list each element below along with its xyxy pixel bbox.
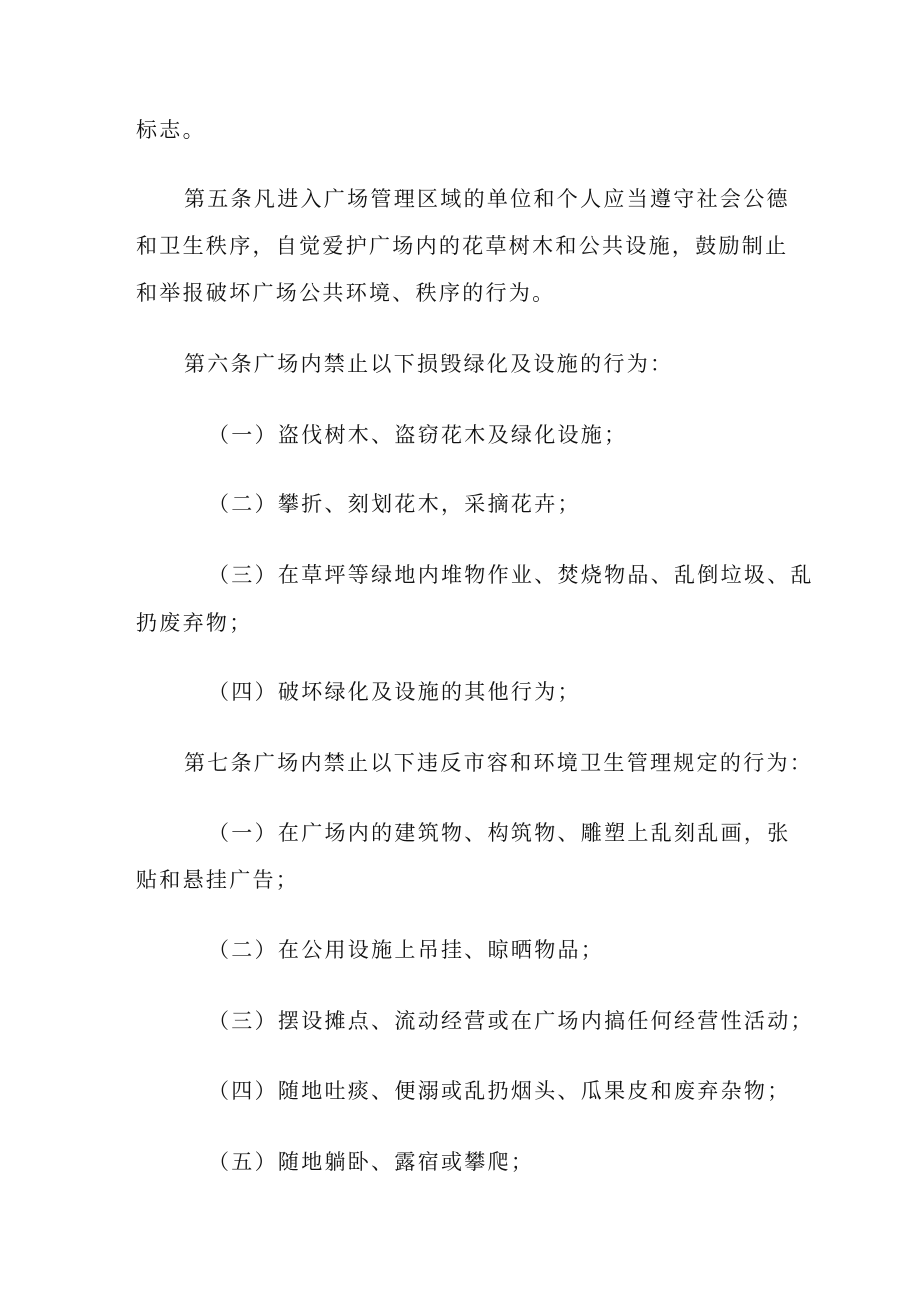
article-5-line-2: 和卫生秩序，自觉爱护广场内的花草树木和公共设施，鼓励制止	[136, 234, 789, 258]
paragraph-line-01: 标志。	[136, 118, 206, 142]
article-6-item-1: （一）盗伐树木、盗窃花木及绿化设施；	[208, 423, 628, 447]
article-6-item-4: （四）破坏绿化及设施的其他行为；	[208, 680, 581, 704]
article-7-item-5: （五）随地躺卧、露宿或攀爬；	[208, 1150, 535, 1174]
article-7-heading: 第七条广场内禁止以下违反市容和环境卫生管理规定的行为：	[184, 751, 814, 775]
article-6-item-2: （二）攀折、刻划花木，采摘花卉；	[208, 492, 581, 516]
article-7-item-3: （三）摆设摊点、流动经营或在广场内搞任何经营性活动；	[208, 1009, 814, 1033]
article-7-item-2: （二）在公用设施上吊挂、晾晒物品；	[208, 938, 605, 962]
article-6-heading: 第六条广场内禁止以下损毁绿化及设施的行为：	[184, 352, 674, 376]
article-6-item-3-line-1: （三）在草坪等绿地内堆物作业、焚烧物品、乱倒垃圾、乱	[208, 563, 814, 587]
article-5-line-3: 和举报破坏广场公共环境、秩序的行为。	[136, 281, 556, 305]
article-6-item-3-line-2: 扔废弃物；	[136, 611, 253, 635]
article-7-item-1-line-1: （一）在广场内的建筑物、构筑物、雕塑上乱刻乱画，张	[208, 821, 791, 845]
article-7-item-1-line-2: 贴和悬挂广告；	[136, 868, 300, 892]
article-5-line-1: 第五条凡进入广场管理区域的单位和个人应当遵守社会公德	[184, 187, 790, 211]
article-7-item-4: （四）随地吐痰、便溺或乱扔烟头、瓜果皮和废弃杂物；	[208, 1079, 791, 1103]
